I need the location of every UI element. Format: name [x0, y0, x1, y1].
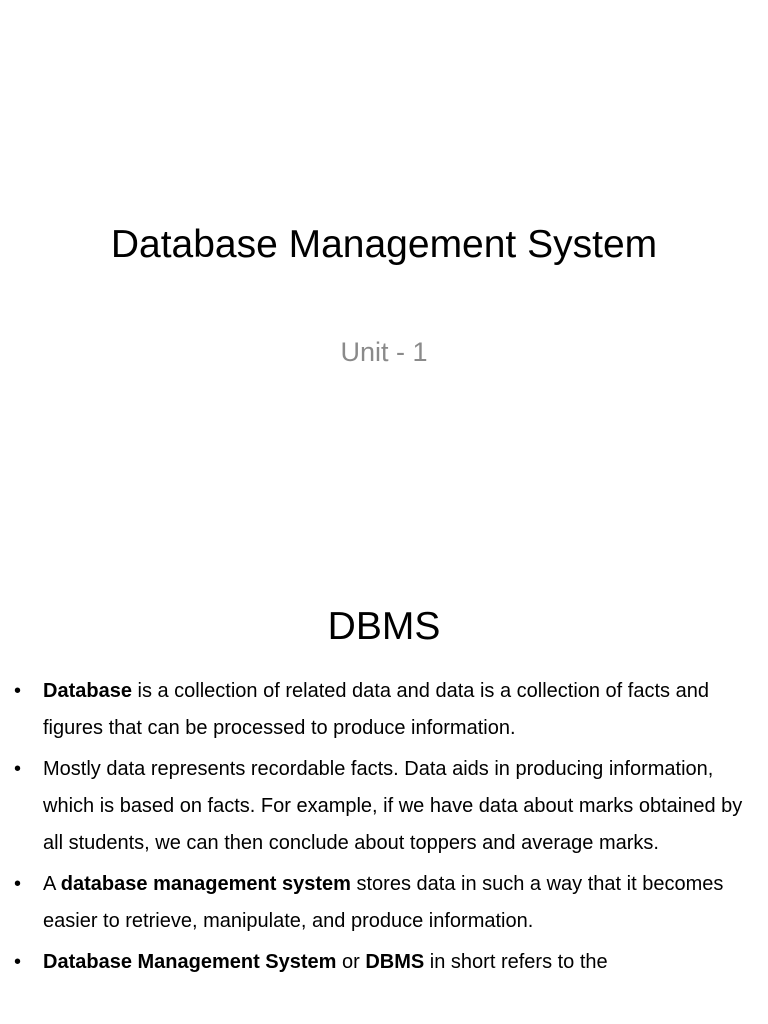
bullet-text: [43, 758, 742, 854]
bold-term: Database: [43, 680, 132, 702]
bullet-text: [43, 873, 723, 932]
bullet-dot-icon: •: [14, 873, 22, 895]
dbms-slide: [0, 576, 768, 1024]
bold-term: DBMS: [365, 951, 425, 973]
bullet-dot-icon: •: [14, 758, 22, 780]
bold-term: Database Management System: [43, 951, 337, 973]
bullet-item: [14, 944, 754, 981]
bullet-text: [43, 680, 709, 739]
text-segment: in short refers to the: [424, 951, 608, 973]
text-segment: Mostly data represents recordable facts. Data aids in producing information, which is based on facts. For example, if we have data about marks obtained by all students, we can then conclude about toppers and average marks.: [43, 758, 743, 854]
presentation-title: Database Management System: [110, 223, 658, 266]
bullet-item: [14, 751, 754, 862]
text-segment: or: [336, 951, 366, 973]
bullet-list: [14, 673, 754, 985]
bullet-dot-icon: •: [14, 951, 22, 973]
bullet-dot-icon: •: [14, 680, 22, 702]
text-segment: stores data in such a way that it becomes easier to retrieve, manipulate, and produce information.: [43, 873, 724, 932]
text-segment: is a collection of related data and data is a collection of facts and figures that can be processed to produce information.: [43, 680, 709, 739]
bullet-item: [14, 673, 754, 747]
text-segment: A: [43, 873, 61, 895]
bullet-item: [14, 866, 754, 940]
slide-title: DBMS: [327, 605, 441, 648]
bullet-text: [43, 951, 608, 973]
presentation-subtitle: Unit - 1: [340, 337, 428, 367]
bold-term: database management system: [60, 873, 351, 895]
